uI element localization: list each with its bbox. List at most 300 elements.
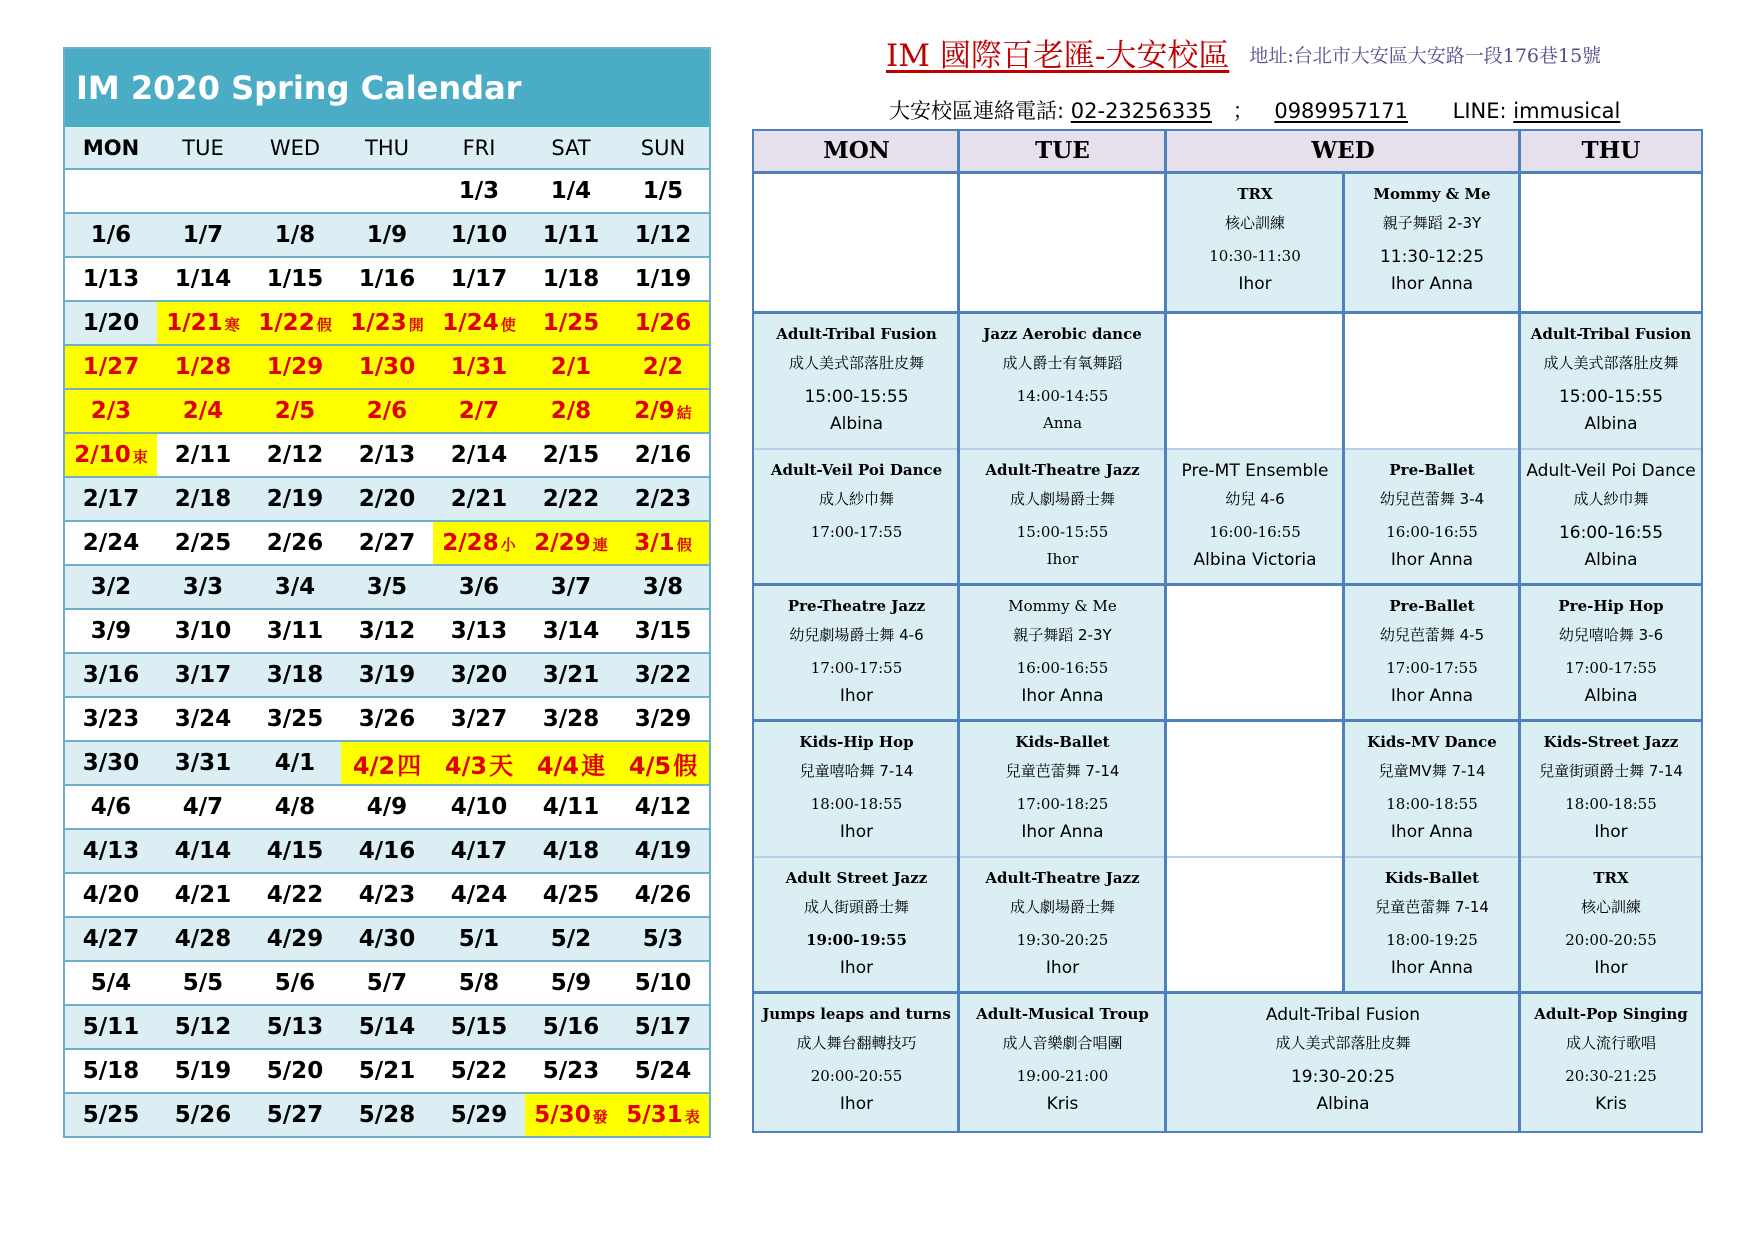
phone-number-2: 0989957171 <box>1274 99 1408 123</box>
calendar-day-header <box>65 127 709 169</box>
date-number: 5/25 <box>82 1102 140 1128</box>
date-number: 3/13 <box>450 618 508 644</box>
date-number: 1/27 <box>82 354 140 380</box>
calendar-date <box>341 961 433 1005</box>
calendar-date <box>617 169 709 213</box>
calendar-date <box>433 565 525 609</box>
date-number: 1/23 <box>350 310 407 336</box>
grid-line <box>754 719 1702 722</box>
date-number: 3/1 <box>634 530 675 556</box>
calendar-date <box>525 917 617 961</box>
calendar-date <box>525 213 617 257</box>
date-note: 連 <box>592 536 608 554</box>
class-name-zh: 成人街頭爵士舞 <box>803 898 909 916</box>
calendar-date <box>341 1049 433 1093</box>
calendar-date-holiday <box>433 389 525 433</box>
calendar-date-holiday <box>341 301 433 345</box>
calendar-date <box>249 477 341 521</box>
calendar-date <box>617 653 709 697</box>
date-number: 1/22 <box>258 310 315 336</box>
calendar-date <box>249 169 341 213</box>
calendar-date <box>65 301 157 345</box>
date-note: 使 <box>500 316 516 334</box>
date-number: 5/1 <box>458 926 500 952</box>
calendar-week-row <box>65 477 709 521</box>
calendar-date <box>617 213 709 257</box>
calendar-date <box>433 697 525 741</box>
date-number: 4/27 <box>82 926 140 952</box>
calendar-date <box>65 961 157 1005</box>
calendar-date <box>617 609 709 653</box>
class-name-en: Kids-Ballet <box>1015 733 1110 751</box>
class-teacher: Ihor Anna <box>1021 686 1104 706</box>
calendar-date <box>525 257 617 301</box>
class-name-en: Pre-Theatre Jazz <box>787 597 926 615</box>
class-teacher: Ihor Anna <box>1390 550 1474 570</box>
date-number: 5/11 <box>82 1014 140 1040</box>
date-number: 2/19 <box>266 486 324 512</box>
date-number: 4/22 <box>266 882 324 908</box>
class-name-zh: 兒童嘻哈舞 7-14 <box>799 762 914 780</box>
calendar-date <box>525 1005 617 1049</box>
calendar-date <box>249 521 341 565</box>
date-number: 2/8 <box>550 398 592 424</box>
date-number: 3/8 <box>642 574 684 600</box>
row-divider <box>754 856 1702 858</box>
class-name-en: Adult-Theatre Jazz <box>985 869 1140 887</box>
calendar-date-holiday <box>525 389 617 433</box>
date-number: 2/20 <box>358 486 416 512</box>
class-time: 15:00-15:55 <box>804 387 909 407</box>
class-name-en: TRX <box>1593 869 1629 887</box>
class-name-zh: 核心訓練 <box>1224 214 1285 232</box>
calendar-date <box>525 565 617 609</box>
class-teacher: Kris <box>1595 1094 1627 1114</box>
class-name-en: Adult-Tribal Fusion <box>1530 325 1692 343</box>
date-number: 4/19 <box>634 838 692 864</box>
calendar-date <box>341 213 433 257</box>
class-name-zh: 成人劇場爵士舞 <box>1009 490 1115 508</box>
class-teacher: Ihor Anna <box>1390 822 1474 842</box>
date-number: 3/26 <box>358 706 416 732</box>
calendar-date <box>617 477 709 521</box>
schedule-empty-slot <box>1520 173 1702 313</box>
date-number: 4/26 <box>634 882 692 908</box>
class-slot <box>1344 585 1520 721</box>
class-teacher: Ihor <box>839 1094 874 1114</box>
date-number: 4/6 <box>90 794 132 820</box>
date-number: 5/17 <box>634 1014 692 1040</box>
calendar-week-row <box>65 785 709 829</box>
calendar-date <box>341 653 433 697</box>
date-number: 5/28 <box>358 1102 416 1128</box>
calendar-date-holiday <box>617 345 709 389</box>
date-number: 3/23 <box>82 706 140 732</box>
date-number: 5/6 <box>274 970 316 996</box>
calendar-date <box>65 609 157 653</box>
date-number: 5/15 <box>450 1014 508 1040</box>
class-name-en: Jazz Aerobic dance <box>983 325 1142 343</box>
date-number: 2/2 <box>642 354 684 380</box>
calendar-date <box>249 785 341 829</box>
calendar-date <box>341 829 433 873</box>
date-number: 5/20 <box>266 1058 324 1084</box>
calendar-date <box>341 521 433 565</box>
date-number: 5/18 <box>82 1058 140 1084</box>
calendar-date <box>433 1093 525 1136</box>
date-number: 5/12 <box>174 1014 232 1040</box>
date-number: 1/8 <box>274 222 316 248</box>
class-name-zh: 兒童街頭爵士舞 7-14 <box>1539 762 1683 780</box>
calendar-date <box>249 257 341 301</box>
calendar-date <box>157 873 249 917</box>
date-number: 5/2 <box>550 926 592 952</box>
date-note: 結 <box>676 404 692 422</box>
grid-line <box>1164 131 1167 1131</box>
calendar-date-holiday <box>433 741 525 785</box>
calendar-week-row <box>65 257 709 301</box>
date-note: 天 <box>489 751 514 780</box>
school-address: 地址:台北市大安區大安路一段176巷15號 <box>1249 45 1602 67</box>
class-name-en: Mommy & Me <box>1373 185 1491 203</box>
class-teacher: Albina <box>1316 1094 1370 1114</box>
class-time: 17:00-17:55 <box>810 523 903 541</box>
date-number: 5/14 <box>358 1014 416 1040</box>
date-number: 4/3 <box>444 751 488 780</box>
calendar-date <box>433 1049 525 1093</box>
schedule-header-thu: THU <box>1520 131 1702 173</box>
class-name-en: Kids-Street Jazz <box>1543 733 1679 751</box>
date-number: 5/29 <box>450 1102 508 1128</box>
date-number: 5/19 <box>174 1058 232 1084</box>
date-number: 1/13 <box>82 266 140 292</box>
date-number: 1/19 <box>634 266 692 292</box>
class-slot <box>1520 857 1702 993</box>
date-number: 3/5 <box>366 574 408 600</box>
calendar-date <box>157 1093 249 1136</box>
class-name-zh: 成人紗巾舞 <box>1573 490 1649 508</box>
date-number: 4/23 <box>358 882 416 908</box>
date-number: 1/3 <box>458 178 500 204</box>
calendar-week-row <box>65 829 709 873</box>
class-name-zh: 成人流行歌唱 <box>1565 1034 1656 1052</box>
calendar-date-holiday <box>341 741 433 785</box>
date-number: 5/23 <box>542 1058 600 1084</box>
calendar-date <box>65 521 157 565</box>
date-note: 假 <box>316 316 332 334</box>
date-number: 5/7 <box>366 970 408 996</box>
date-number: 4/18 <box>542 838 600 864</box>
row-divider <box>754 448 1702 450</box>
calendar-date-holiday <box>617 389 709 433</box>
calendar-date <box>341 1093 433 1136</box>
date-number: 1/30 <box>358 354 416 380</box>
class-name-zh: 兒童芭蕾舞 7-14 <box>1375 898 1489 916</box>
calendar-date <box>617 257 709 301</box>
calendar-date <box>65 697 157 741</box>
date-note: 束 <box>132 448 148 466</box>
day-header-mon: MON <box>65 127 157 169</box>
class-slot <box>1344 173 1520 313</box>
calendar-week-row <box>65 169 709 213</box>
date-number: 2/22 <box>542 486 600 512</box>
date-number: 4/13 <box>82 838 140 864</box>
calendar-date-holiday <box>65 389 157 433</box>
schedule-empty-slot <box>1166 721 1344 857</box>
class-slot <box>754 449 959 585</box>
grid-line <box>754 583 1702 586</box>
date-number: 2/26 <box>266 530 324 556</box>
schedule-empty-slot <box>959 173 1166 313</box>
class-time: 15:00-15:55 <box>1558 387 1664 407</box>
calendar-date <box>433 433 525 477</box>
class-teacher: Ihor <box>1046 550 1079 568</box>
class-name-en: Kids-Ballet <box>1384 869 1480 887</box>
class-name-zh: 幼兒嘻哈舞 3-6 <box>1558 626 1664 644</box>
calendar-date-holiday <box>249 345 341 389</box>
calendar-date-holiday <box>617 521 709 565</box>
class-name-en: Pre-Ballet <box>1389 461 1475 479</box>
calendar-week-row <box>65 301 709 345</box>
date-number: 4/29 <box>266 926 324 952</box>
calendar-date <box>249 829 341 873</box>
schedule-empty-slot <box>1344 313 1520 449</box>
date-note: 寒 <box>224 316 240 334</box>
grid-line <box>1342 173 1345 993</box>
calendar-date <box>617 565 709 609</box>
grid-line <box>754 171 1702 174</box>
calendar-date <box>341 169 433 213</box>
date-number: 1/10 <box>450 222 508 248</box>
calendar-date <box>65 1049 157 1093</box>
calendar-date <box>65 785 157 829</box>
calendar-week-row <box>65 917 709 961</box>
calendar-date-holiday <box>525 741 617 785</box>
date-number: 2/12 <box>266 442 324 468</box>
date-number: 1/20 <box>82 310 140 336</box>
calendar-date <box>65 1093 157 1136</box>
phone-number-1: 02-23256335 <box>1070 99 1212 123</box>
calendar-date <box>617 433 709 477</box>
date-number: 3/4 <box>274 574 316 600</box>
calendar-date <box>433 873 525 917</box>
class-name-en: Mommy & Me <box>1008 597 1117 615</box>
class-name-zh: 成人美式部落肚皮舞 <box>788 354 924 372</box>
class-name-zh: 成人爵士有氧舞蹈 <box>1002 354 1123 372</box>
calendar-date-holiday <box>249 301 341 345</box>
class-time: 18:00-18:55 <box>1565 795 1657 813</box>
calendar-date <box>341 257 433 301</box>
calendar-date <box>249 697 341 741</box>
calendar-date <box>617 1049 709 1093</box>
schedule-header-tue: TUE <box>959 131 1166 173</box>
date-number: 1/9 <box>366 222 408 248</box>
calendar-date-holiday <box>617 301 709 345</box>
calendar-date <box>65 653 157 697</box>
date-number: 5/27 <box>266 1102 324 1128</box>
class-teacher: Ihor Anna <box>1390 686 1474 706</box>
class-slot <box>1520 585 1702 721</box>
calendar-date <box>249 213 341 257</box>
class-teacher: Ihor <box>1594 958 1628 978</box>
date-number: 3/11 <box>266 618 324 644</box>
calendar-date-holiday <box>341 345 433 389</box>
class-slot <box>959 449 1166 585</box>
date-number: 5/21 <box>358 1058 416 1084</box>
calendar-date <box>65 257 157 301</box>
class-time: 19:30-20:25 <box>1016 931 1109 949</box>
day-header-tue: TUE <box>157 127 249 169</box>
calendar-date <box>525 829 617 873</box>
date-number: 3/3 <box>182 574 224 600</box>
date-number: 4/20 <box>82 882 140 908</box>
date-number: 5/9 <box>550 970 592 996</box>
calendar-week-row <box>65 741 709 785</box>
calendar-date <box>157 257 249 301</box>
calendar-date-holiday <box>433 345 525 389</box>
class-schedule <box>752 129 1703 1133</box>
class-teacher: Albina Victoria <box>1193 550 1317 570</box>
class-time: 17:00-18:25 <box>1016 795 1109 813</box>
calendar-date <box>157 213 249 257</box>
class-name-en: Jumps leaps and turns <box>762 1005 951 1023</box>
class-time: 19:30-20:25 <box>1290 1067 1396 1087</box>
calendar-date <box>617 917 709 961</box>
class-time: 18:00-18:55 <box>1386 795 1478 813</box>
calendar-date <box>249 961 341 1005</box>
class-teacher: Ihor <box>1238 274 1272 294</box>
date-number: 2/9 <box>634 398 675 424</box>
class-name-en: Kids-Hip Hop <box>799 733 914 751</box>
date-number: 1/6 <box>90 222 132 248</box>
date-number: 4/5 <box>628 751 672 780</box>
date-note: 小 <box>500 536 516 554</box>
class-name-zh: 幼兒劇場爵士舞 4-6 <box>789 626 924 644</box>
class-slot <box>754 857 959 993</box>
class-teacher: Ihor <box>839 822 874 842</box>
date-number: 1/26 <box>634 310 692 336</box>
calendar-date-holiday <box>157 301 249 345</box>
date-number: 4/15 <box>266 838 324 864</box>
class-slot <box>754 585 959 721</box>
calendar-date <box>249 741 341 785</box>
class-time: 20:00-20:55 <box>810 1067 903 1085</box>
date-number: 5/4 <box>90 970 132 996</box>
date-number: 4/30 <box>358 926 416 952</box>
class-teacher: Kris <box>1046 1094 1079 1114</box>
calendar-date <box>157 785 249 829</box>
class-name-en: Adult-Musical Troup <box>976 1005 1149 1023</box>
calendar-date-holiday <box>65 433 157 477</box>
class-time: 15:00-15:55 <box>1016 523 1109 541</box>
class-slot <box>1520 449 1702 585</box>
date-number: 3/2 <box>90 574 132 600</box>
calendar-date <box>525 653 617 697</box>
calendar-date <box>341 565 433 609</box>
date-number: 1/14 <box>174 266 232 292</box>
class-slot <box>754 993 959 1131</box>
class-teacher: Ihor Anna <box>1021 822 1104 842</box>
calendar-date <box>157 829 249 873</box>
calendar-table <box>65 127 709 1136</box>
calendar-date-holiday <box>249 389 341 433</box>
date-number: 3/21 <box>542 662 600 688</box>
class-name-zh: 幼兒芭蕾舞 3-4 <box>1379 490 1485 508</box>
date-number: 2/4 <box>182 398 224 424</box>
calendar-date <box>617 1005 709 1049</box>
class-slot <box>1344 857 1520 993</box>
class-name-zh: 兒童MV舞 7-14 <box>1378 762 1486 780</box>
class-name-en: Adult-Pop Singing <box>1534 1005 1688 1023</box>
calendar-date <box>157 961 249 1005</box>
calendar-date <box>525 697 617 741</box>
schedule-header-wed: WED <box>1166 131 1520 173</box>
calendar-week-row <box>65 961 709 1005</box>
class-name-en: Pre-Hip Hop <box>1558 597 1664 615</box>
class-teacher: Ihor <box>1594 822 1628 842</box>
date-number: 4/7 <box>182 794 224 820</box>
calendar-date <box>433 917 525 961</box>
class-teacher: Albina <box>1584 414 1638 434</box>
date-number: 3/6 <box>458 574 500 600</box>
calendar-date <box>157 521 249 565</box>
class-teacher: Ihor <box>839 686 874 706</box>
calendar-date <box>617 829 709 873</box>
date-number: 4/16 <box>358 838 416 864</box>
calendar-date <box>249 1005 341 1049</box>
date-number: 1/16 <box>358 266 416 292</box>
calendar-week-row <box>65 1005 709 1049</box>
date-number: 4/9 <box>366 794 408 820</box>
date-number: 2/28 <box>442 530 499 556</box>
date-number: 2/29 <box>534 530 591 556</box>
calendar-date-holiday <box>617 741 709 785</box>
calendar-date <box>65 917 157 961</box>
class-name-zh: 幼兒芭蕾舞 4-5 <box>1379 626 1485 644</box>
date-number: 5/5 <box>182 970 224 996</box>
date-number: 2/18 <box>174 486 232 512</box>
class-time: 10:30-11:30 <box>1209 247 1301 265</box>
class-name-zh: 成人美式部落肚皮舞 <box>1543 354 1679 372</box>
calendar-date <box>249 1049 341 1093</box>
class-time: 11:30-12:25 <box>1379 247 1485 267</box>
date-number: 4/28 <box>174 926 232 952</box>
date-number: 5/16 <box>542 1014 600 1040</box>
phone-separator: ； <box>1232 99 1254 123</box>
date-note: 表 <box>684 1108 700 1126</box>
date-note: 開 <box>408 316 424 334</box>
grid-line <box>957 131 960 1131</box>
date-number: 2/10 <box>74 442 131 468</box>
class-slot <box>1520 721 1702 857</box>
calendar-week-row <box>65 213 709 257</box>
date-number: 1/28 <box>174 354 232 380</box>
date-number: 2/6 <box>366 398 408 424</box>
date-number: 3/31 <box>174 750 232 776</box>
class-name-en: Adult-Tribal Fusion <box>776 325 937 343</box>
calendar-date-holiday <box>433 521 525 565</box>
calendar-week-row <box>65 609 709 653</box>
class-slot <box>1520 993 1702 1131</box>
date-number: 4/1 <box>274 750 316 776</box>
class-name-en: Adult-Veil Poi Dance <box>770 461 943 479</box>
class-time: 19:00-19:55 <box>806 931 907 949</box>
day-header-sun: SUN <box>617 127 709 169</box>
class-name-zh: 兒童芭蕾舞 7-14 <box>1005 762 1120 780</box>
calendar-date <box>433 609 525 653</box>
calendar-date <box>341 785 433 829</box>
date-number: 3/16 <box>82 662 140 688</box>
